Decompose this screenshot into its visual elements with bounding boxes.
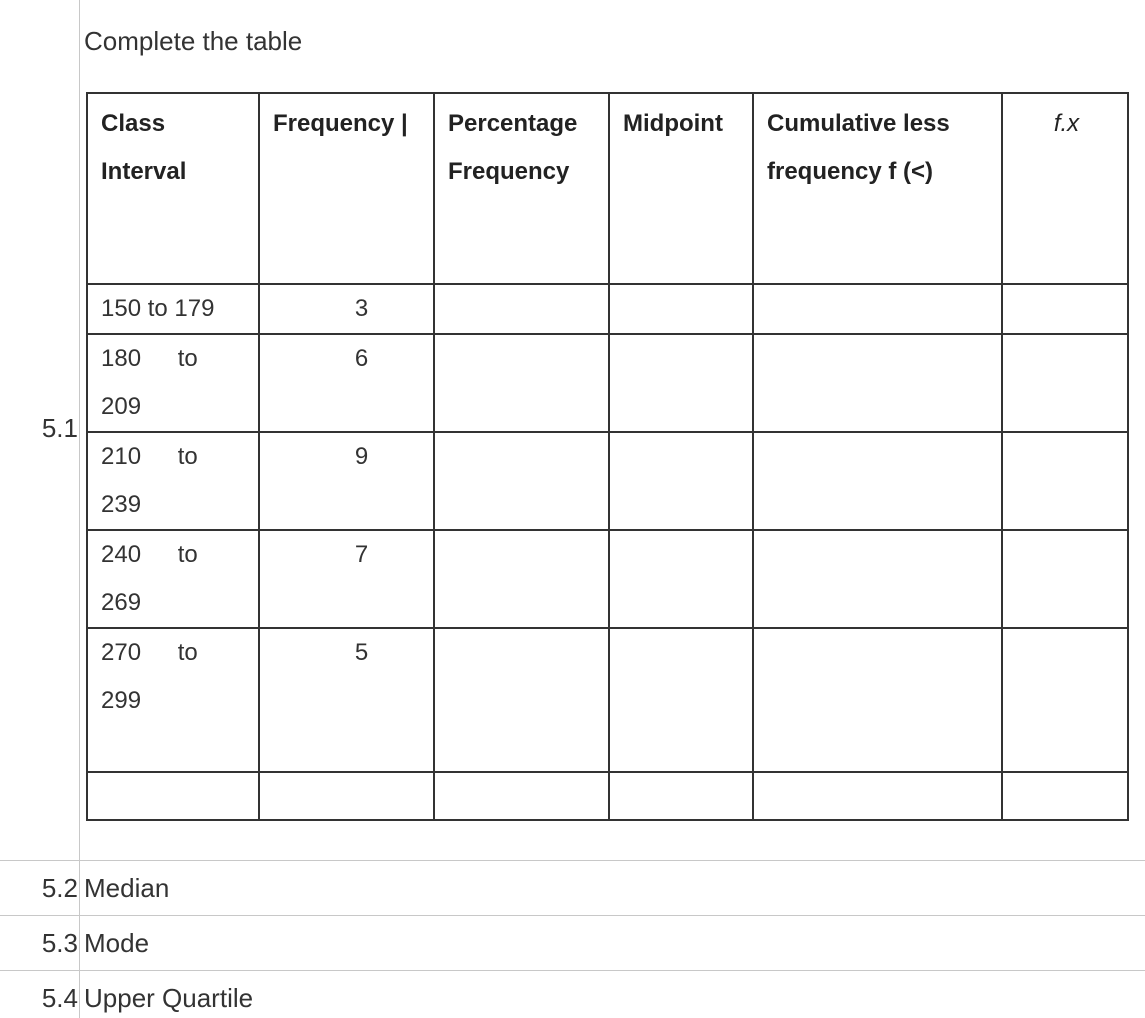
total-class-interval-cell[interactable] — [87, 772, 259, 820]
question-5-3-prompt: Mode — [84, 928, 150, 958]
percentage-frequency-cell[interactable] — [434, 284, 609, 334]
frequency-cell: 6 — [259, 334, 434, 432]
table-header-row — [87, 93, 1128, 284]
percentage-frequency-cell[interactable] — [434, 334, 609, 432]
question-5-1-number: 5.1 — [41, 413, 78, 443]
class-interval-cell: 270 to 299 — [87, 628, 259, 772]
class-interval-cell: 240 to 269 — [87, 530, 259, 628]
table-row — [87, 432, 1128, 530]
question-5-1-prompt: Complete the table — [84, 26, 303, 56]
midpoint-cell[interactable] — [609, 284, 753, 334]
frequency-cell: 7 — [259, 530, 434, 628]
question-5-3-number: 5.3 — [41, 928, 78, 958]
total-midpoint-cell[interactable] — [609, 772, 753, 820]
table-total-row — [87, 772, 1128, 820]
question-5-4-prompt: Upper Quartile — [84, 983, 254, 1013]
table-row — [87, 628, 1128, 772]
frequency-cell: 9 — [259, 432, 434, 530]
fx-cell[interactable] — [1002, 432, 1128, 530]
midpoint-cell[interactable] — [609, 334, 753, 432]
header-cumulative-frequency: Cumulative less frequency f (<) — [753, 93, 1002, 284]
table-row — [87, 530, 1128, 628]
header-percentage-frequency: Percentage Frequency — [434, 93, 609, 284]
cumulative-frequency-cell[interactable] — [753, 530, 1002, 628]
fx-cell[interactable] — [1002, 284, 1128, 334]
table-row — [87, 334, 1128, 432]
fx-cell[interactable] — [1002, 334, 1128, 432]
percentage-frequency-cell[interactable] — [434, 628, 609, 772]
fx-cell[interactable] — [1002, 628, 1128, 772]
row-divider — [0, 970, 1145, 971]
question-5-2-prompt: Median — [84, 873, 170, 903]
cumulative-frequency-cell[interactable] — [753, 628, 1002, 772]
table-row — [87, 284, 1128, 334]
row-divider — [0, 915, 1145, 916]
midpoint-cell[interactable] — [609, 530, 753, 628]
class-interval-cell: 210 to 239 — [87, 432, 259, 530]
frequency-cell: 5 — [259, 628, 434, 772]
total-frequency-cell[interactable] — [259, 772, 434, 820]
row-divider — [0, 860, 1145, 861]
header-fx: f.x — [1002, 93, 1128, 284]
percentage-frequency-cell[interactable] — [434, 432, 609, 530]
class-interval-cell: 180 to 209 — [87, 334, 259, 432]
total-fx-cell[interactable] — [1002, 772, 1128, 820]
total-percentage-cell[interactable] — [434, 772, 609, 820]
frequency-cell: 3 — [259, 284, 434, 334]
midpoint-cell[interactable] — [609, 628, 753, 772]
frequency-table — [86, 92, 1129, 821]
question-5-4-number: 5.4 — [41, 983, 78, 1013]
header-midpoint: Midpoint — [609, 93, 753, 284]
cumulative-frequency-cell[interactable] — [753, 432, 1002, 530]
percentage-frequency-cell[interactable] — [434, 530, 609, 628]
cumulative-frequency-cell[interactable] — [753, 284, 1002, 334]
fx-cell[interactable] — [1002, 530, 1128, 628]
total-cumulative-cell[interactable] — [753, 772, 1002, 820]
header-frequency: Frequency | — [259, 93, 434, 284]
class-interval-cell: 150 to 179 — [87, 284, 259, 334]
number-column-divider — [79, 0, 80, 1018]
question-5-2-number: 5.2 — [41, 873, 78, 903]
header-class-interval: Class Interval — [87, 93, 259, 284]
cumulative-frequency-cell[interactable] — [753, 334, 1002, 432]
midpoint-cell[interactable] — [609, 432, 753, 530]
